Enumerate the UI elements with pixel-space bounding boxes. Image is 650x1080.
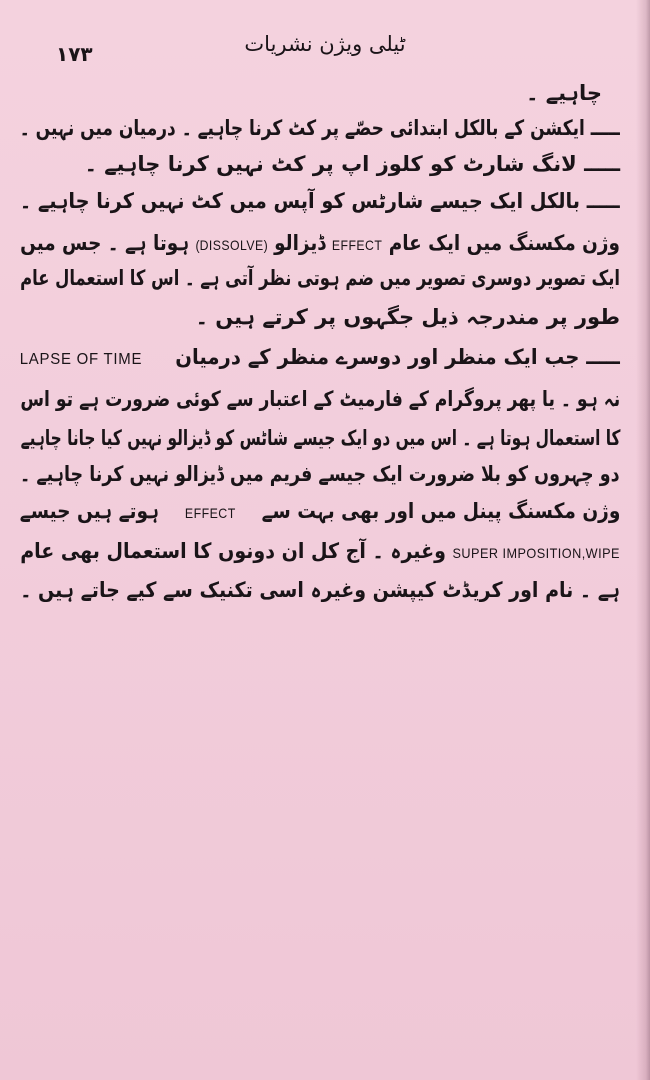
text-line-12 bbox=[19, 496, 620, 528]
text-line-6: ایک تصویر دوسری تصویر میں ضم ہوتی نظر آتی ہے ۔ اس کا استعمال عام bbox=[20, 266, 620, 290]
line-5-text-middle: ڈیزالو bbox=[274, 231, 326, 255]
text-line-9: نہ ہو ۔ یا پھر پروگرام کے فارمیٹ کے اعتبار سے کوئی ضرورت ہے تو اس bbox=[20, 387, 620, 411]
line-12-text-before: وژن مکسنگ پینل میں اور بھی بہت سے bbox=[261, 499, 620, 523]
term-effect: EFFECT bbox=[331, 237, 383, 253]
term-lapse-of-time: LAPSE OF TIME bbox=[19, 351, 143, 368]
running-head: ٹیلی ویژن نشریات bbox=[244, 32, 406, 56]
text-line-1: چاہیے ۔ bbox=[526, 81, 602, 105]
page-edge-shadow bbox=[636, 0, 650, 1080]
text-line-7: طور پر مندرجہ ذیل جگہوں پر کرتے ہیں ۔ bbox=[195, 305, 620, 329]
page-number: ۱۷۳ bbox=[56, 42, 93, 66]
line-5-text-after: ہوتا ہے ۔ جس میں bbox=[20, 231, 190, 255]
line-13-text-after: وغیرہ ۔ آج کل ان دونوں کا استعمال بھی عام bbox=[20, 539, 446, 563]
text-line-8 bbox=[20, 342, 620, 375]
term-super-imposition-wipe: SUPER IMPOSITION,WIPE bbox=[452, 545, 620, 561]
term-dissolve: (DISSOLVE) bbox=[195, 237, 268, 253]
term-effect-2: EFFECT bbox=[184, 505, 236, 521]
line-12-text-after: ہوتے ہیں جیسے bbox=[19, 499, 159, 523]
text-line-5 bbox=[20, 228, 620, 260]
text-line-3: ـــــ لانگ شارٹ کو کلوز اپ پر کٹ نہیں کرنا چاہیے ۔ bbox=[84, 152, 620, 176]
line-5-text-before: وژن مکسنگ میں ایک عام bbox=[388, 231, 620, 255]
line-8-text-before: ـــــ جب ایک منظر اور دوسرے منظر کے درمیان bbox=[175, 345, 620, 369]
text-line-14: ہے ۔ نام اور کریڈٹ کیپشن وغیرہ اسی تکنیک سے کیے جاتے ہیں ۔ bbox=[20, 578, 620, 602]
text-line-10: کا استعمال ہوتا ہے ۔ اس میں دو ایک جیسے شاٹس کو ڈیزالو نہیں کیا جانا چاہیے bbox=[20, 426, 620, 450]
text-line-11: دو چہروں کو بلا ضرورت ایک جیسے فریم میں ڈیزالو نہیں کرنا چاہیے ۔ bbox=[20, 462, 620, 486]
text-line-13 bbox=[20, 536, 620, 568]
text-line-2: ـــــ ایکشن کے بالکل ابتدائی حصّے پر کٹ کرنا چاہیے ۔ درمیان میں نہیں ۔ bbox=[19, 116, 620, 140]
text-line-4: ـــــ بالکل ایک جیسے شارٹس کو آپس میں کٹ نہیں کرنا چاہیے ۔ bbox=[20, 189, 620, 213]
